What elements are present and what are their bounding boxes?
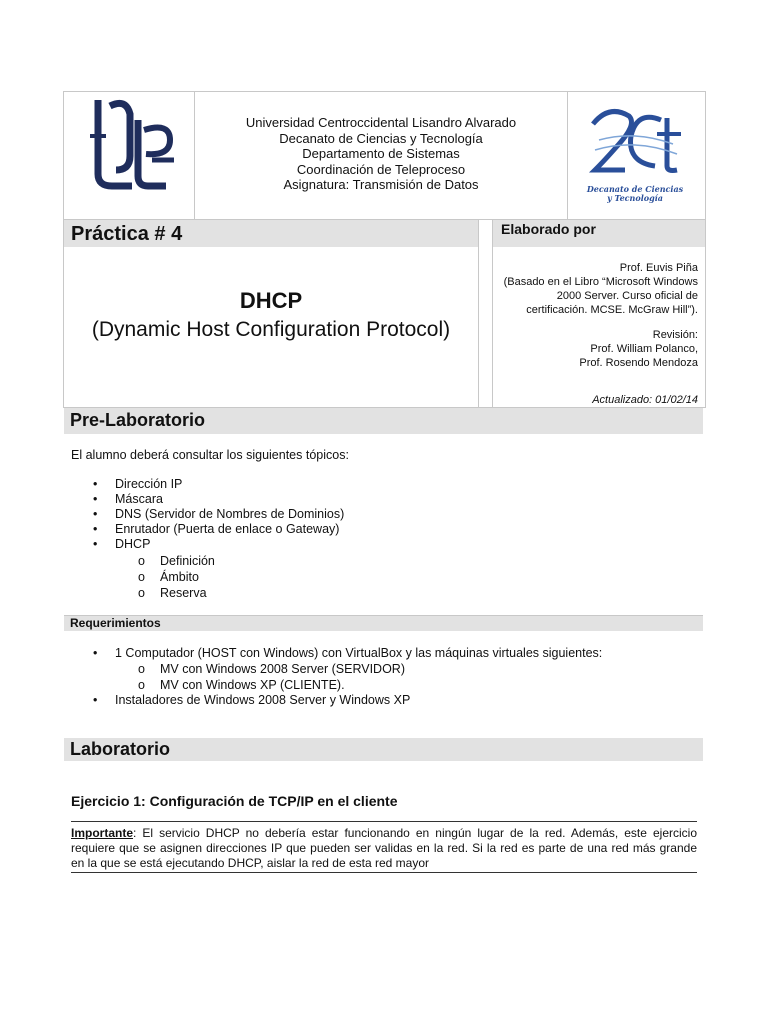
requirements-list [93, 646, 603, 661]
dcyt-caption-2: y Tecnología [607, 193, 663, 203]
exercise-rule-bottom [71, 872, 697, 873]
ucla-logo-mark [86, 96, 180, 192]
table-left-border [63, 91, 64, 408]
university-header [195, 115, 567, 193]
reviewer-1: Prof. William Polanco, [590, 343, 698, 355]
topic-ip: Dirección IP [115, 477, 183, 491]
practice-title: Práctica # 4 [71, 223, 183, 245]
course-name: Asignatura: Transmisión de Datos [283, 177, 479, 192]
coordination-name: Coordinación de Teleproceso [296, 161, 466, 177]
bullet-glyph: • [93, 507, 98, 521]
sub-bullet-glyph: o [138, 678, 145, 692]
list-item [93, 492, 344, 507]
prelab-heading: Pre-Laboratorio [70, 410, 206, 430]
list-item [138, 585, 215, 601]
department-name: Departamento de Sistemas [302, 146, 460, 161]
bullet-glyph: • [93, 537, 98, 551]
topic-dhcp: DHCP [115, 537, 151, 551]
topic-title: DHCP [239, 288, 303, 313]
list-item [138, 661, 405, 677]
bullet-glyph: • [93, 646, 98, 660]
list-item [93, 693, 411, 708]
list-item [138, 677, 405, 693]
reviewer-2: Prof. Rosendo Mendoza [579, 357, 698, 369]
subtopic-definition: Definición [160, 554, 215, 568]
university-name: Universidad Centroccidental Lisandro Alvarado [245, 115, 517, 130]
requirements-list-2 [93, 693, 411, 708]
bullet-glyph: • [93, 477, 98, 491]
sub-bullet-glyph: o [138, 662, 145, 676]
exercise-1-title: Ejercicio 1: Configuración de TCP/IP en el cliente [71, 793, 398, 809]
list-item [93, 477, 344, 492]
list-item [93, 646, 603, 661]
dcyt-caption-1: Decanato de Ciencias [586, 184, 684, 194]
list-item [93, 537, 344, 552]
dcyt-logo [585, 100, 685, 203]
revision-label: Revisión: [652, 329, 698, 341]
requirement-vm-server: MV con Windows 2008 Server (SERVIDOR) [160, 662, 405, 676]
requirements-sublist [138, 661, 405, 693]
topic-mask: Máscara [115, 492, 163, 506]
important-label: Importante [71, 826, 134, 840]
list-item [138, 569, 215, 585]
important-note [71, 826, 697, 871]
list-item [93, 507, 345, 522]
topic-router: Enrutador (Puerta de enlace o Gateway) [115, 522, 340, 536]
sub-bullet-glyph: o [138, 586, 145, 600]
requirement-computer: 1 Computador (HOST con Windows) con VirtualBox y las máquinas virtuales siguientes: [115, 646, 603, 660]
bullet-glyph: • [93, 522, 98, 536]
updated-date: Actualizado: 01/02/14 [592, 394, 698, 406]
authors-heading: Elaborado por [501, 221, 596, 237]
bullet-glyph: • [93, 492, 98, 506]
dcyt-logo-mark [585, 100, 685, 180]
faculty-name: Decanato de Ciencias y Tecnología [279, 130, 483, 146]
ucla-logo [86, 96, 180, 192]
requirement-vm-client: MV con Windows XP (CLIENTE). [160, 678, 345, 692]
author-source: (Basado en el Libro “Microsoft Windows 2000 Server. Curso oficial de certificación. MCSE. McGraw Hill”). [503, 276, 698, 316]
topic-subtitle: (Dynamic Host Configuration Protocol) [91, 318, 451, 341]
sub-bullet-glyph: o [138, 554, 145, 568]
subtopic-reservation: Reserva [160, 586, 207, 600]
list-item [93, 522, 344, 537]
exercise-rule-top [71, 821, 697, 822]
prelab-intro: El alumno deberá consultar los siguientes tópicos: [71, 448, 349, 462]
author-name: Prof. Euvis Piña [619, 262, 698, 274]
column-divider-b [492, 219, 493, 408]
lab-heading: Laboratorio [70, 739, 171, 759]
topic-dns: DNS (Servidor de Nombres de Dominios) [115, 507, 345, 521]
dhcp-subtopics [138, 553, 215, 601]
column-divider-a [478, 219, 479, 408]
requirement-installers: Instaladores de Windows 2008 Server y Windows XP [115, 693, 411, 707]
prelab-topics [93, 477, 345, 552]
table-right-border [705, 91, 706, 408]
important-text: : El servicio DHCP no debería estar funcionando en ningún lugar de la red. Además, este ejercicio requiere que se asignen direcciones IP que pueden ser validas en la red. Si la red es parte de una red más grande en la que se está ejecutando DHCP, aislar la red de esta red mayor [71, 826, 697, 870]
bullet-glyph: • [93, 693, 98, 707]
list-item [138, 553, 215, 569]
requirements-heading: Requerimientos [70, 616, 161, 630]
authors-block [499, 261, 698, 370]
sub-bullet-glyph: o [138, 570, 145, 584]
subtopic-scope: Ámbito [160, 570, 199, 584]
table-top-border [63, 91, 706, 92]
logo-divider-right [567, 91, 568, 219]
